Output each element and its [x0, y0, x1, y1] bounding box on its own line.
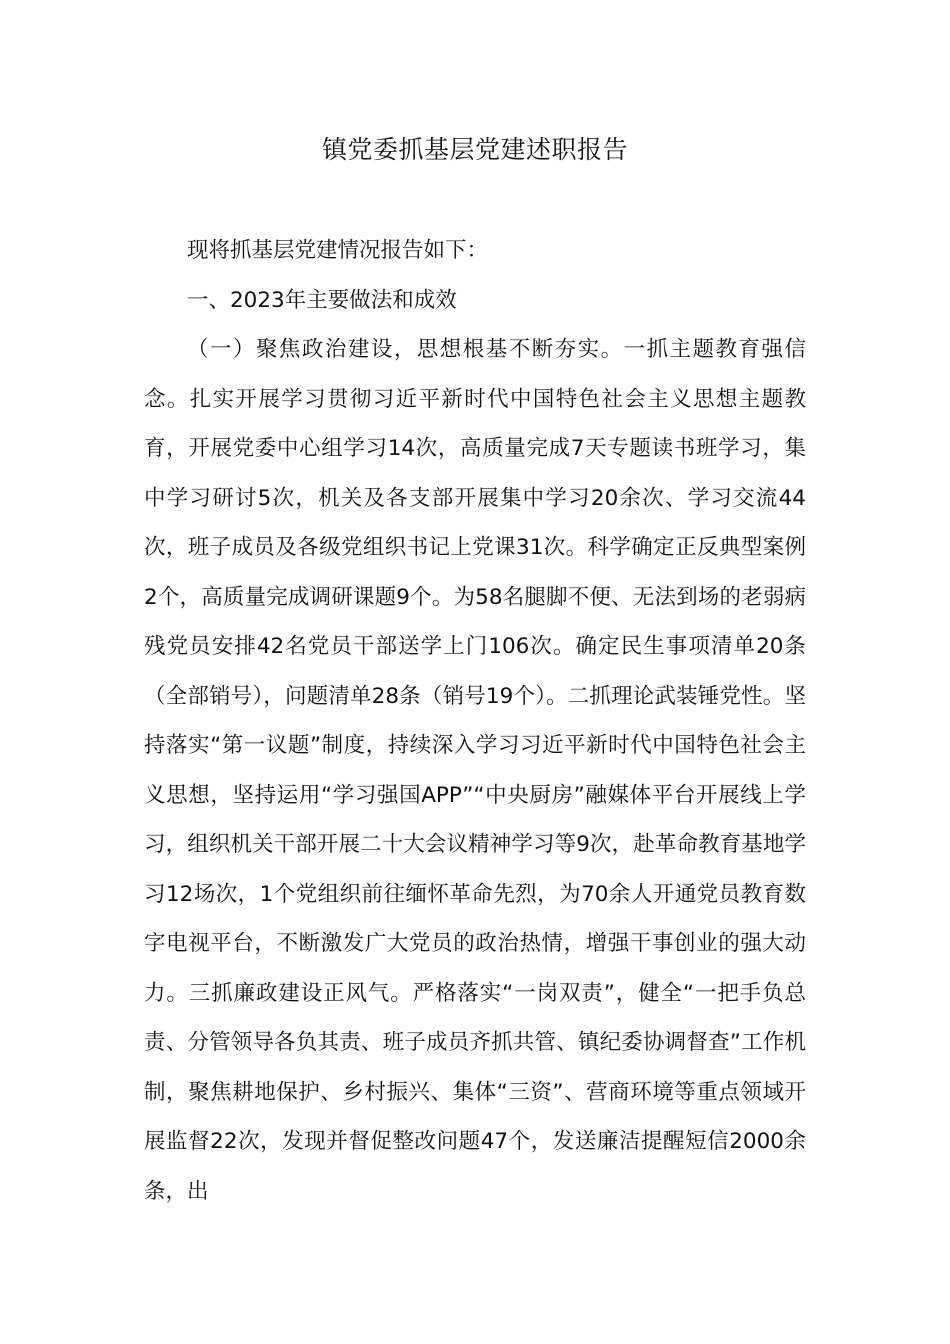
- paragraph-intro: 现将抓基层党建情况报告如下：: [187, 238, 489, 263]
- paragraph-political-building: （一）聚焦政治建设，思想根基不断夯实。一抓主题教育强信念。扎实开展学习贯彻习近平新时代中国特色社会主义思想主题教育，开展党委中心组学习14次，高质量完成7天专题读书班学习，集中学习研讨5次，机关及各支部开展集中学习20余次、学习交流44次，班子成员及各级党组织书记上党课31次。科学确定正反典型案例2个，高质量完成调研课题9个。为58名腿脚不便、无法到场的老弱病残党员安排42名党员干部送学上门106次。确定民生事项清单20条（全部销号），问题清单28条（销号19个）。二抓理论武装锤党性。坚持落实“第一议题”制度，持续深入学习习近平新时代中国特色社会主义思想，坚持运用“学习强国APP”“中央厨房”融媒体平台开展线上学习，组织机关干部开展二十大会议精神学习等9次，赴革命教育基地学习12场次，1个党组织前往缅怀革命先烈，为70余人开通党员教育数字电视平台，不断激发广大党员的政治热情，增强干事创业的强大动力。三抓廉政建设正风气。严格落实“一岗双责”，健全“一把手负总责、分管领导各负其责、班子成员齐抓共管、镇纪委协调督查”工作机制，聚焦耕地保护、乡村振兴、集体“三资”、营商环境等重点领域开展监督22次，发现并督促整改问题47个，发送廉洁提醒短信2000余条，出: [144, 337, 806, 1204]
- document-body: [144, 226, 806, 1216]
- paragraph-section-heading: 一、2023年主要做法和成效: [187, 287, 457, 313]
- document-title: 镇党委抓基层党建述职报告: [321, 135, 628, 164]
